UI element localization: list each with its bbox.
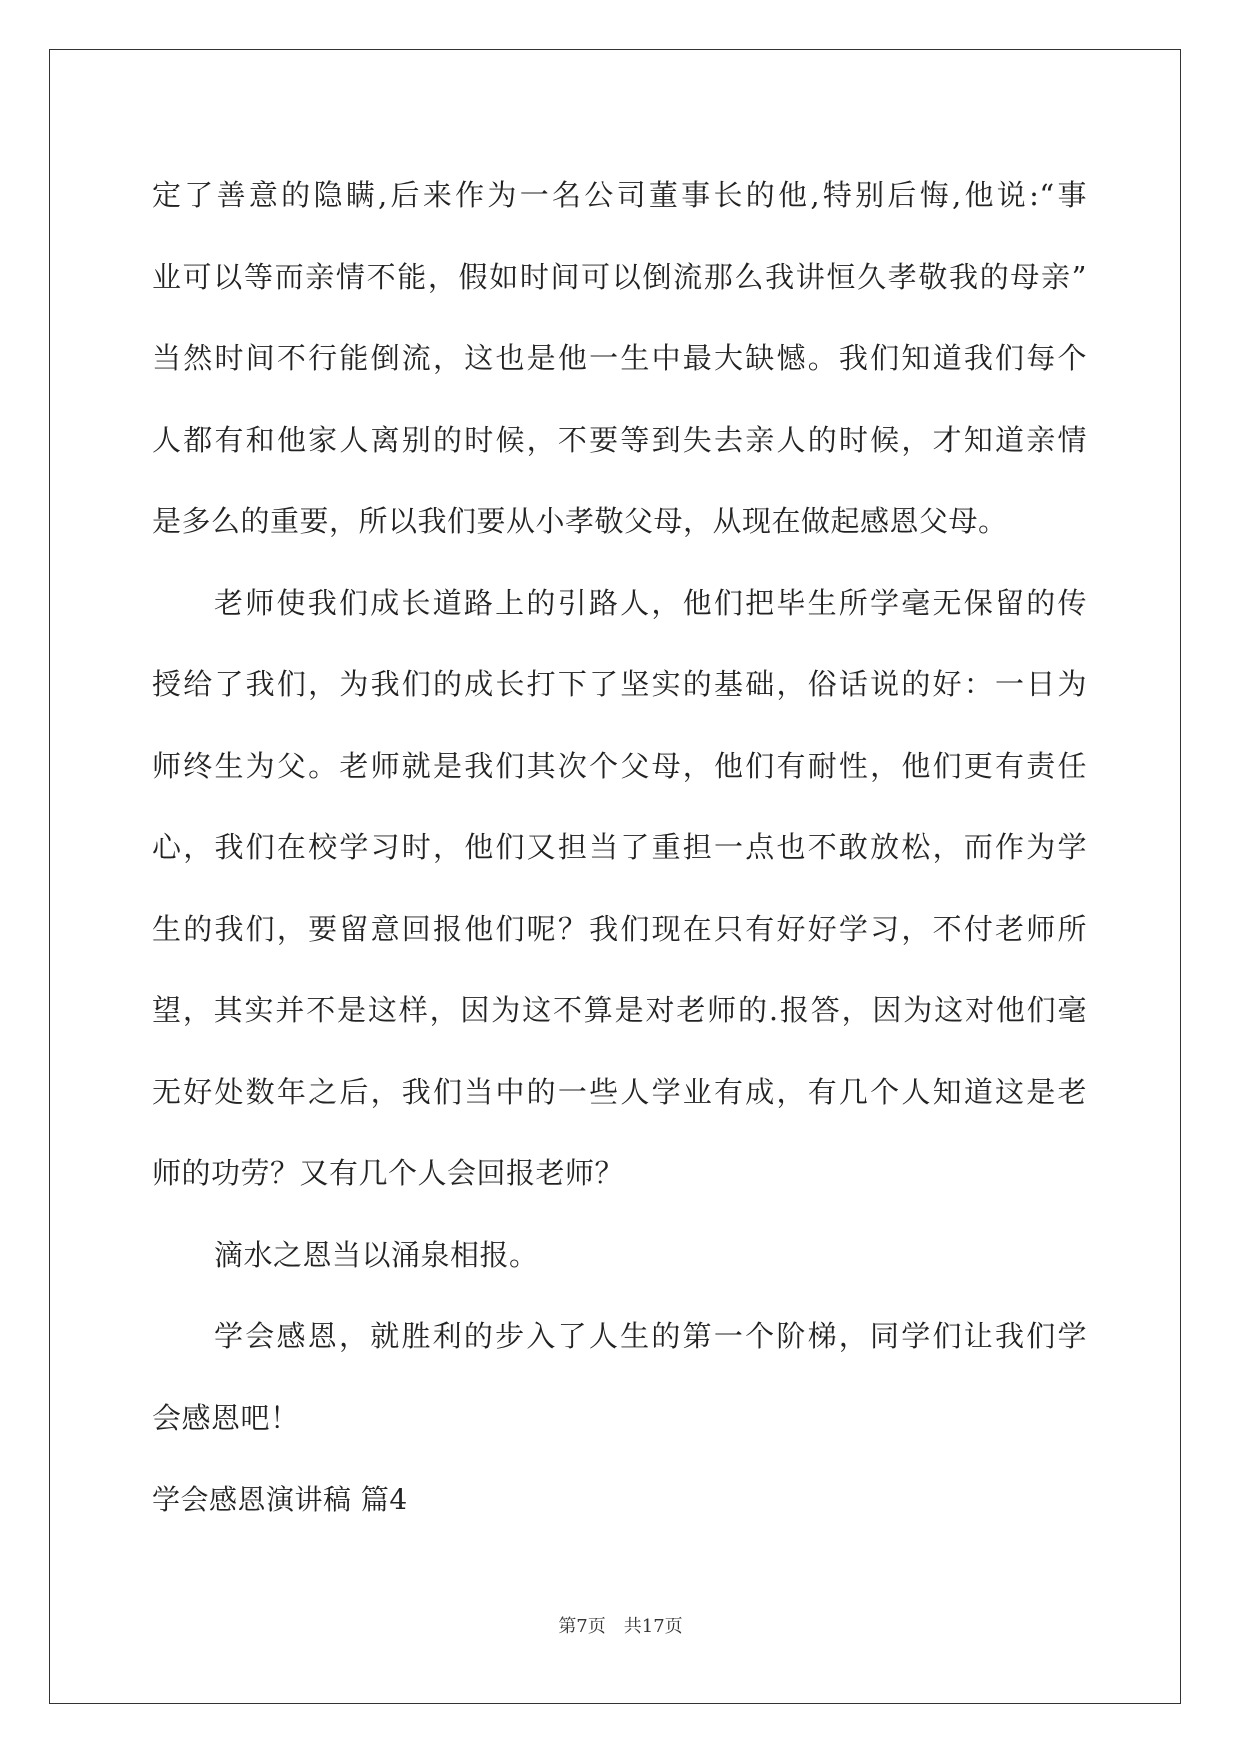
section-heading: 学会感恩演讲稿 篇4 [152,1483,408,1516]
text-line: 师终生为父。老师就是我们其次个父母，他们有耐性，他们更有责任 [152,748,1087,783]
text-line: 当然时间不行能倒流，这也是他一生中最大缺憾。我们知道我们每个 [152,341,1087,375]
text-line: 会感恩吧！ [152,1400,300,1435]
page-number-footer: 第7页 共17页 [558,1616,683,1637]
text-line: 是多么的重要，所以我们要从小孝敬父母，从现在做起感恩父母。 [152,504,1008,538]
paragraph-start-line: 老师使我们成长道路上的引路人，他们把毕生所学毫无保留的传 [214,585,1087,620]
text-line: 定了善意的隐瞒,后来作为一名公司董事长的他,特别后悔,他说:“事 [152,178,1087,212]
paragraph-start-line: 滴水之恩当以涌泉相报。 [214,1237,539,1272]
document-body [152,155,1087,1541]
text-line: 生的我们，要留意回报他们呢？我们现在只有好好学习，不付老师所 [152,911,1087,946]
text-line: 心，我们在校学习时，他们又担当了重担一点也不敢放松，而作为学 [152,830,1087,864]
text-line: 师的功劳？又有几个人会回报老师？ [152,1156,625,1190]
text-line: 无好处数年之后，我们当中的一些人学业有成，有几个人知道这是老 [152,1074,1087,1109]
text-line: 人都有和他家人离别的时候，不要等到失去亲人的时候，才知道亲情 [152,422,1087,457]
text-line: 望，其实并不是这样，因为这不算是对老师的.报答，因为这对他们毫 [152,993,1087,1027]
text-line: 授给了我们，为我们的成长打下了坚实的基础，俗话说的好：一日为 [152,667,1087,701]
paragraph-start-line: 学会感恩，就胜利的步入了人生的第一个阶梯，同学们让我们学 [214,1319,1087,1353]
text-line: 业可以等而亲情不能，假如时间可以倒流那么我讲恒久孝敬我的母亲” [152,259,1087,294]
